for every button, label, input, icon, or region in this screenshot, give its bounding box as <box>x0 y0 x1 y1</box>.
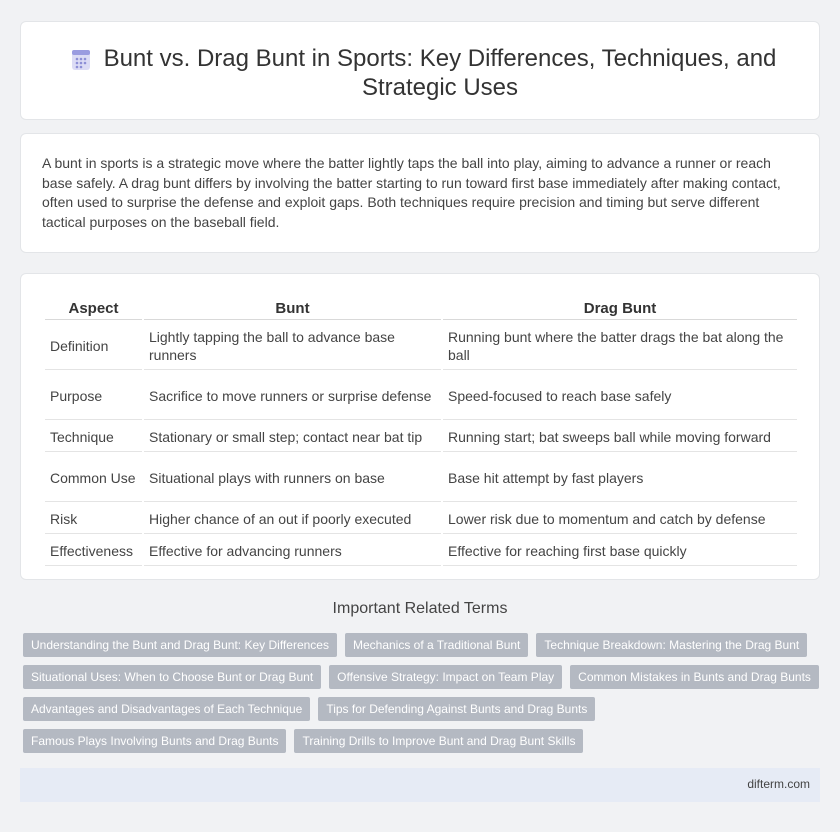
related-terms-title: Important Related Terms <box>332 600 508 617</box>
comparison-table <box>43 296 799 568</box>
cell-bunt: Lightly tapping the ball to advance base runners <box>144 322 441 370</box>
cell-aspect: Common Use <box>45 454 142 502</box>
cell-drag-bunt: Running bunt where the batter drags the bat along the ball <box>443 322 797 370</box>
related-terms-list <box>23 633 823 761</box>
table-row <box>45 322 797 370</box>
related-term-tag[interactable]: Training Drills to Improve Bunt and Drag Bunt Skills <box>294 729 583 753</box>
footer <box>20 768 820 802</box>
page-title: Bunt vs. Drag Bunt in Sports: Key Differences, Techniques, and Strategic Uses <box>103 45 777 101</box>
tag-row <box>23 697 823 721</box>
header-card <box>20 21 820 120</box>
tag-row <box>23 633 823 657</box>
related-term-tag[interactable]: Technique Breakdown: Mastering the Drag Bunt <box>536 633 807 657</box>
table-row <box>45 454 797 502</box>
cell-aspect: Purpose <box>45 372 142 420</box>
cell-bunt: Effective for advancing runners <box>144 536 441 566</box>
table-row <box>45 422 797 452</box>
cell-drag-bunt: Speed-focused to reach base safely <box>443 372 797 420</box>
intro-card <box>20 133 820 253</box>
footer-site-link[interactable]: difterm.com <box>747 777 810 791</box>
tag-row <box>23 729 823 753</box>
related-term-tag[interactable]: Famous Plays Involving Bunts and Drag Bunts <box>23 729 286 753</box>
related-term-tag[interactable]: Situational Uses: When to Choose Bunt or Drag Bunt <box>23 665 321 689</box>
related-term-tag[interactable]: Mechanics of a Traditional Bunt <box>345 633 528 657</box>
cell-bunt: Sacrifice to move runners or surprise defense <box>144 372 441 420</box>
cell-bunt: Situational plays with runners on base <box>144 454 441 502</box>
header-bunt: Bunt <box>144 298 441 320</box>
cell-drag-bunt: Effective for reaching first base quickly <box>443 536 797 566</box>
related-term-tag[interactable]: Common Mistakes in Bunts and Drag Bunts <box>570 665 819 689</box>
related-term-tag[interactable]: Offensive Strategy: Impact on Team Play <box>329 665 562 689</box>
cell-aspect: Definition <box>45 322 142 370</box>
table-header-row <box>45 298 797 320</box>
header-aspect: Aspect <box>45 298 142 320</box>
cell-aspect: Technique <box>45 422 142 452</box>
intro-paragraph: A bunt in sports is a strategic move where the batter lightly taps the ball into play, aiming to advance a runner or reach base safely. A drag bunt differs by involving the batter starting to run toward first base immediately after making contact, often used to surprise the defense and exploit gaps. Both techniques require precision and timing but serve different tactical purposes on the baseball field. <box>42 155 781 230</box>
cell-aspect: Effectiveness <box>45 536 142 566</box>
cell-bunt: Stationary or small step; contact near bat tip <box>144 422 441 452</box>
cell-aspect: Risk <box>45 504 142 534</box>
cell-drag-bunt: Base hit attempt by fast players <box>443 454 797 502</box>
cell-bunt: Higher chance of an out if poorly executed <box>144 504 441 534</box>
table-row <box>45 536 797 566</box>
related-term-tag[interactable]: Understanding the Bunt and Drag Bunt: Key Differences <box>23 633 337 657</box>
comparison-card <box>20 273 820 580</box>
related-term-tag[interactable]: Tips for Defending Against Bunts and Drag Bunts <box>318 697 595 721</box>
header-drag-bunt: Drag Bunt <box>443 298 797 320</box>
cell-drag-bunt: Lower risk due to momentum and catch by defense <box>443 504 797 534</box>
table-row <box>45 372 797 420</box>
tag-row <box>23 665 823 689</box>
related-term-tag[interactable]: Advantages and Disadvantages of Each Technique <box>23 697 310 721</box>
cell-drag-bunt: Running start; bat sweeps ball while moving forward <box>443 422 797 452</box>
table-row <box>45 504 797 534</box>
